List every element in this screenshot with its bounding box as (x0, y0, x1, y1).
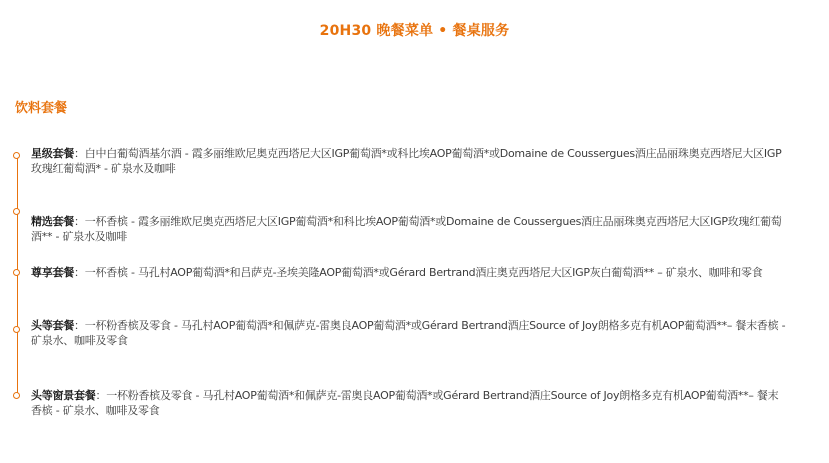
package-description: 白中白葡萄酒基尔酒 - 霞多丽维欧尼奥克西塔尼大区IGP葡萄酒*或科比埃AOP葡萄酒*或Domaine de Coussergues酒庄品丽珠奥克西塔尼大区IGP玫瑰红葡萄酒* - 矿泉水及咖啡 (31, 147, 782, 175)
package-text (31, 319, 786, 348)
package-text (31, 266, 786, 281)
package-separator: ： (95, 389, 107, 402)
package-separator: ： (74, 266, 85, 279)
package-text (31, 389, 786, 418)
package-separator: ： (74, 319, 85, 332)
timeline-dot (13, 269, 20, 276)
section-title: 饮料套餐 (15, 101, 68, 116)
package-name: 头等窗景套餐 (31, 389, 96, 402)
package-description: 一杯粉香槟及零食 - 马孔村AOP葡萄酒*和佩萨克-雷奥良AOP葡萄酒*或Gérard Bertrand酒庄Source of Joy朗格多克有机AOP葡萄酒**– 餐末香槟 - 矿泉水、咖啡及零食 (31, 389, 779, 417)
package-description: 一杯香槟 - 马孔村AOP葡萄酒*和吕萨克-圣埃美隆AOP葡萄酒*或Gérard Bertrand酒庄奥克西塔尼大区IGP灰白葡萄酒** – 矿泉水、咖啡和零食 (84, 266, 763, 279)
package-text (31, 215, 786, 244)
package-text (31, 147, 786, 176)
timeline-dot (13, 392, 20, 399)
package-separator: ： (74, 215, 85, 228)
package-description: 一杯香槟 - 霞多丽维欧尼奥克西塔尼大区IGP葡萄酒*和科比埃AOP葡萄酒*或Domaine de Coussergues酒庄品丽珠奥克西塔尼大区IGP玫瑰红葡萄酒** - 矿泉水及咖啡 (31, 215, 782, 243)
package-name: 尊享套餐 (31, 266, 74, 279)
package-name: 头等套餐 (31, 319, 74, 332)
package-separator: ： (74, 147, 85, 160)
package-name: 精选套餐 (31, 215, 74, 228)
timeline-dot (13, 208, 20, 215)
timeline-dot (13, 152, 20, 159)
page-title: 20H30 晚餐菜单 • 餐桌服务 (319, 23, 510, 39)
timeline-dot (13, 326, 20, 333)
timeline-line (17, 157, 18, 397)
package-description: 一杯粉香槟及零食 - 马孔村AOP葡萄酒*和佩萨克-雷奥良AOP葡萄酒*或Gérard Bertrand酒庄Source of Joy朗格多克有机AOP葡萄酒**– 餐末香槟 - 矿泉水、咖啡及零食 (31, 319, 786, 347)
package-name: 星级套餐 (31, 147, 74, 160)
